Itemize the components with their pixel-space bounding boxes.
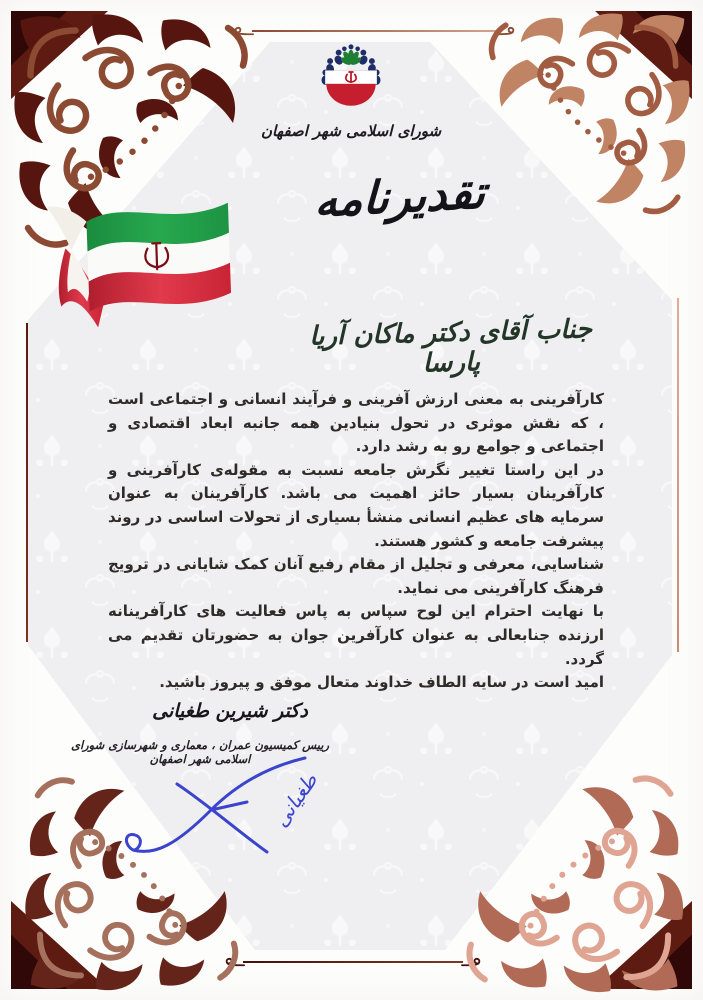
signature-role: رییس کمیسیون عمران ، معماری و شهرسازی شورای اسلامی شهر اصفهان	[70, 738, 330, 766]
iran-flag-illustration	[33, 183, 238, 348]
paragraph: شناسایی، معرفی و تجلیل از مقام رفیع آنان کمک شایانی در ترویج فرهنگ کارآفرینی می نماید.	[108, 555, 604, 597]
signature-name: دکتر شیرین طغیانی	[152, 700, 308, 722]
signature-scribble-icon	[115, 752, 340, 877]
recipient-name: جناب آقای دکتر ماکان آریا پارسا	[308, 314, 593, 379]
corner-ornament-bottom-right-icon	[447, 766, 699, 998]
left-border-line	[26, 323, 28, 642]
paragraph: امید است در سایه الطاف خداوند متعال موفق و پیروز باشید.	[159, 673, 604, 692]
paragraph: کارآفرینی به معنی ارزش آفرینی و فرآیند انسانی و اجتماعی است ، که نقش موثری در تحول بنیادین همه جانبه ابعاد اقتصادی و اجتماعی و جوامع رو به رشد دارد.	[108, 390, 604, 456]
certificate-title: تقدیرنامه	[313, 165, 487, 228]
top-border-line	[252, 30, 497, 32]
body-text	[108, 388, 604, 695]
scribble-handwriting-text: طغیانی	[268, 768, 323, 832]
bottom-border-line	[243, 961, 463, 963]
paragraph: با نهایت احترام این لوح سپاس به پاس فعالیت های کارآفرینانه ارزنده جنابعالی به عنوان کارآفرین جوان به حضورتان تقدیم می گردد.	[108, 602, 604, 668]
paragraph: در این راستا تغییر نگرش جامعه نسبت به مقوله‌ی کارآفرینی و کارآفرینان بسیار حائز اهمیت می باشد. کارآفرینان به عنوان سرمایه های عظیم انسانی منشأ بسیاری از تحولات اساسی در روند پیشرفت جامعه و کشور هستند.	[108, 460, 604, 550]
organization-name: شورای اسلامی شهر اصفهان	[260, 122, 442, 140]
right-border-line	[677, 298, 679, 652]
council-logo-icon	[313, 44, 389, 120]
corner-ornament-top-right-icon	[480, 8, 695, 223]
